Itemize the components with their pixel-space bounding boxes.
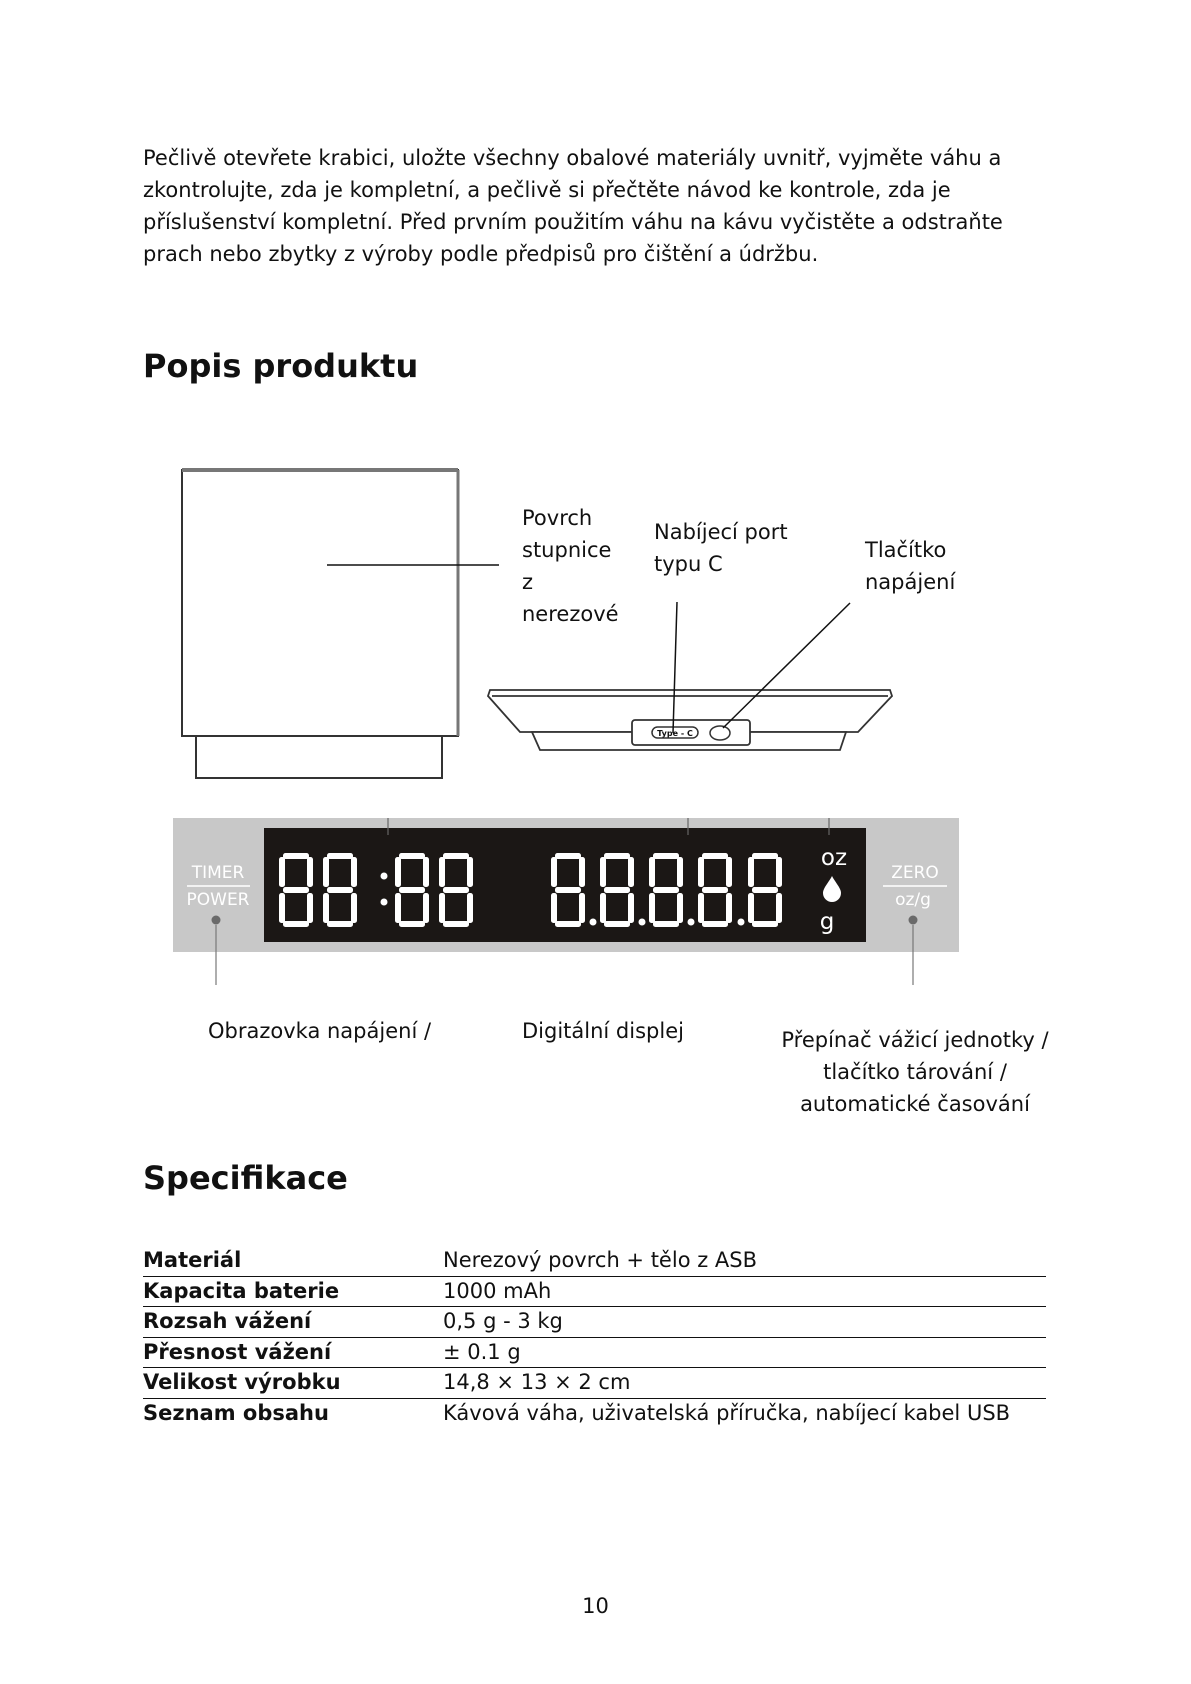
lcd-segment — [600, 893, 606, 923]
table-row — [143, 1246, 1046, 1276]
lcd-segment — [600, 857, 606, 887]
lcd-segment — [279, 857, 285, 887]
lcd-dot — [381, 899, 388, 906]
lcd-segment — [423, 893, 429, 923]
spec-value: Nerezový povrch + tělo z ASB — [443, 1248, 758, 1273]
lcd-segment — [702, 853, 728, 859]
spec-value: 1000 mAh — [443, 1278, 552, 1303]
callout-line: Tlačítko — [865, 538, 947, 562]
lcd-segment — [283, 887, 309, 893]
table-row — [143, 1337, 1046, 1368]
lcd-segment — [677, 857, 683, 887]
lcd-segment — [628, 857, 634, 887]
callout-power-button — [865, 534, 975, 598]
lcd-segment — [555, 921, 581, 927]
callout-line: z — [522, 570, 534, 594]
callout-line: Nabíjecí port — [654, 520, 788, 544]
lcd-segment — [323, 857, 329, 887]
specifications-table — [143, 1246, 1046, 1428]
unit-oz: oz — [820, 845, 848, 871]
lcd-segment — [443, 853, 469, 859]
spec-value: Kávová váha, uživatelská příručka, nabíjecí kabel USB — [443, 1400, 1011, 1425]
lcd-segment — [698, 857, 704, 887]
scale-surface-outline — [182, 470, 458, 736]
lcd-segment — [443, 887, 469, 893]
lcd-segment — [579, 857, 585, 887]
intro-paragraph: Pečlivě otevřete krabici, uložte všechny obalové materiály uvnitř, vyjměte váhu a zkontrolujte, zda je kompletní, a pečlivě si přečtěte návod ke kontrole, zda je příslušenství kompletní. Před prvním použitím váhu na kávu vyčistěte a odstraňte prach nebo zbytky z výroby podle předpisů pro čištění a údržbu. — [143, 146, 1003, 266]
lcd-segment — [726, 893, 732, 923]
specifications-heading: Specifikace — [143, 1159, 348, 1197]
lcd-dot — [738, 919, 745, 926]
lcd-segment — [748, 893, 754, 923]
product-description-heading: Popis produktu — [143, 347, 419, 385]
lcd-segment — [702, 921, 728, 927]
power-button-shape — [710, 726, 730, 740]
lcd-segment — [776, 857, 782, 887]
table-row — [143, 1368, 1046, 1399]
callout-line: stupnice — [522, 538, 612, 562]
display-panel — [173, 818, 959, 952]
table-row — [143, 1398, 1046, 1428]
lcd-segment — [307, 857, 313, 887]
spec-key: Kapacita baterie — [143, 1278, 340, 1303]
lcd-segment — [752, 853, 778, 859]
scale-top-view — [182, 470, 458, 778]
spec-key: Seznam obsahu — [143, 1400, 329, 1425]
lcd-segment — [702, 887, 728, 893]
oz-g-label: oz/g — [895, 890, 931, 910]
timer-label: TIMER — [191, 863, 245, 883]
lcd-segment — [649, 857, 655, 887]
lcd-dot — [381, 873, 388, 880]
lcd-segment — [399, 853, 425, 859]
lcd-dot — [590, 919, 597, 926]
spec-value: 14,8 × 13 × 2 cm — [443, 1370, 631, 1395]
lcd-segment — [555, 887, 581, 893]
spec-value: 0,5 g - 3 kg — [443, 1309, 563, 1334]
lcd-segment — [327, 921, 353, 927]
lcd-segment — [323, 893, 329, 923]
lcd-segment — [698, 893, 704, 923]
spec-key: Velikost výrobku — [143, 1370, 341, 1395]
usb-type-label: Type - C — [657, 729, 693, 738]
lcd-segment — [604, 853, 630, 859]
callout-power-screen: Obrazovka napájení / — [208, 1019, 432, 1043]
lcd-segment — [399, 921, 425, 927]
lcd-segment — [351, 857, 357, 887]
lcd-segment — [327, 853, 353, 859]
table-row — [143, 1307, 1046, 1338]
scale-base-outline — [196, 736, 442, 778]
spec-key: Přesnost vážení — [143, 1339, 332, 1364]
lcd-segment — [439, 893, 445, 923]
timer-power-button[interactable] — [212, 916, 221, 925]
lcd-segment — [628, 893, 634, 923]
callout-line: typu C — [654, 552, 723, 576]
spec-value: ± 0.1 g — [443, 1339, 521, 1364]
lcd-segment — [551, 857, 557, 887]
callout-unit-switch — [760, 1024, 1070, 1120]
lcd-segment — [283, 853, 309, 859]
callout-line: napájení — [865, 570, 956, 594]
lcd-segment — [649, 893, 655, 923]
lcd-segment — [399, 887, 425, 893]
lcd-segment — [653, 853, 679, 859]
lcd-segment — [443, 921, 469, 927]
lcd-segment — [555, 853, 581, 859]
callout-line: nerezové — [522, 602, 619, 626]
lcd-segment — [677, 893, 683, 923]
power-label: POWER — [186, 890, 250, 910]
scale-side-view — [488, 690, 892, 750]
callout-digital-display: Digitální displej — [522, 1019, 684, 1043]
unit-g: g — [819, 909, 835, 935]
lcd-segment — [551, 893, 557, 923]
lcd-segment — [395, 893, 401, 923]
lcd-segment — [604, 921, 630, 927]
lcd-segment — [283, 921, 309, 927]
zero-label: ZERO — [891, 863, 939, 883]
lcd-segment — [279, 893, 285, 923]
lcd-segment — [467, 857, 473, 887]
callout-line: automatické časování — [800, 1092, 1030, 1116]
callout-scale-surface — [522, 502, 632, 630]
lcd-segment — [423, 857, 429, 887]
lcd-segment — [604, 887, 630, 893]
lcd-segment — [307, 893, 313, 923]
lcd-dot — [639, 919, 646, 926]
lcd-segment — [467, 893, 473, 923]
lcd-segment — [752, 921, 778, 927]
callout-line: Povrch — [522, 506, 593, 530]
callout-line: Přepínač vážicí jednotky / — [781, 1028, 1049, 1052]
lcd-segment — [653, 887, 679, 893]
zero-oz-g-button[interactable] — [909, 916, 918, 925]
lcd-segment — [395, 857, 401, 887]
lcd-segment — [726, 857, 732, 887]
spec-key: Materiál — [143, 1248, 242, 1273]
callout-charging-port — [654, 516, 804, 580]
lcd-segment — [351, 893, 357, 923]
lcd-segment — [776, 893, 782, 923]
lcd-segment — [439, 857, 445, 887]
lcd-segment — [752, 887, 778, 893]
table-row — [143, 1276, 1046, 1307]
lcd-segment — [327, 887, 353, 893]
lcd-segment — [748, 857, 754, 887]
lcd-dot — [688, 919, 695, 926]
lcd-segment — [653, 921, 679, 927]
spec-key: Rozsah vážení — [143, 1309, 312, 1334]
lcd-segment — [579, 893, 585, 923]
page-number: 10 — [582, 1594, 609, 1618]
callout-line: tlačítko tárování / — [823, 1060, 1007, 1084]
